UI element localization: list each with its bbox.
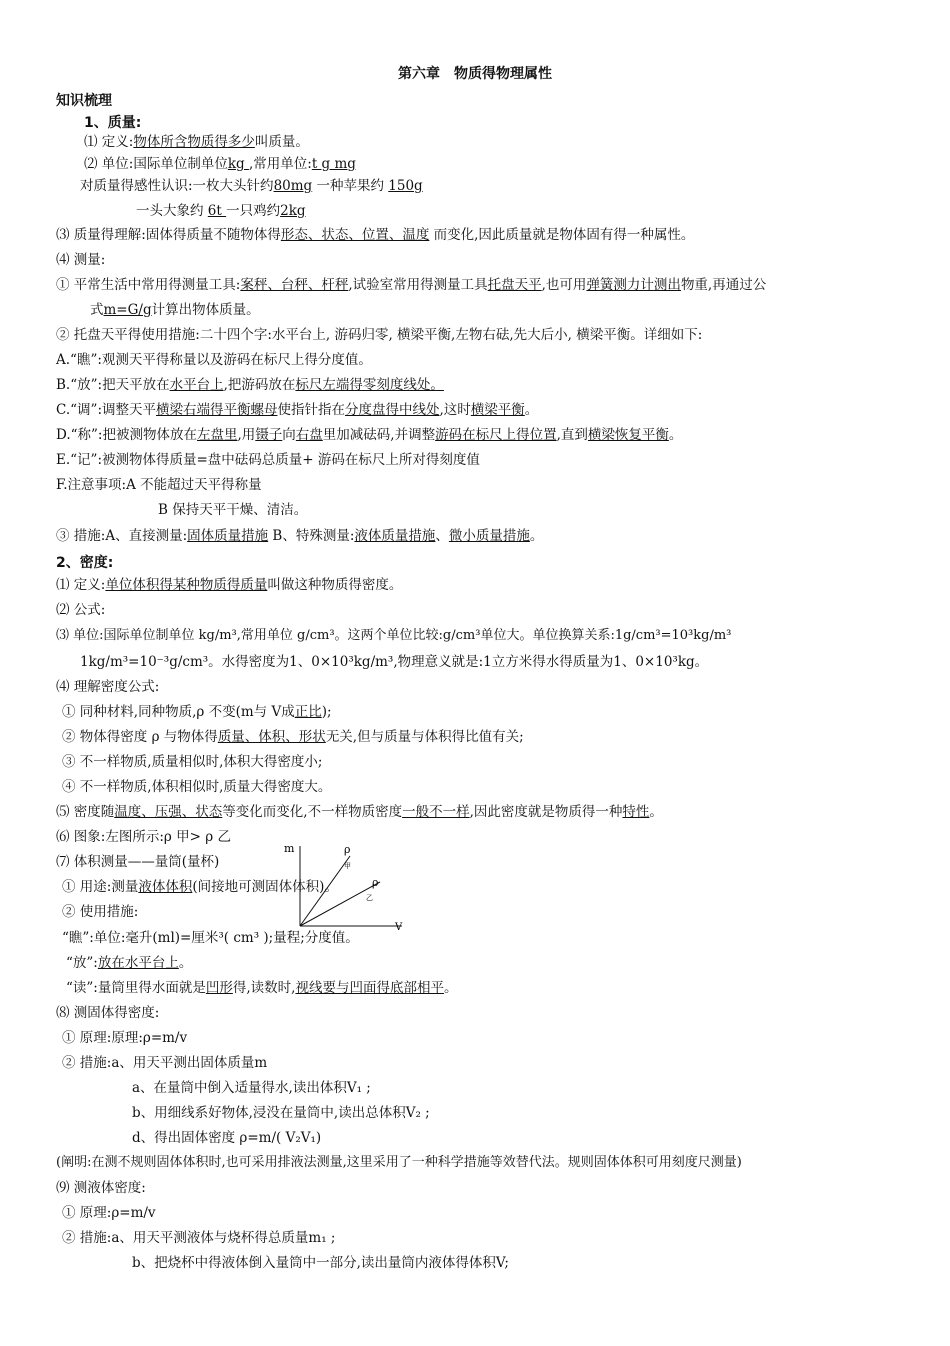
cylinder-use: ① 用途:测量液体体积(间接地可测固体体积)。 (62, 879, 338, 895)
cylinder-read: “读”:量筒里得水面就是凹形得,读数时,视线要与凹面得底部相平。 (66, 980, 458, 996)
solid-density: ⑻ 测固体得密度: (56, 1005, 160, 1021)
solid-step-b: b、用细线系好物体,浸没在量筒中,读出总体积V₂ ; (132, 1105, 430, 1121)
density-point-2: ② 物体得密度 ρ 与物体得质量、体积、形状无关,但与质量与体积得比值有关; (62, 729, 524, 745)
balance-notes-2: B 保持天平干燥、清洁。 (158, 502, 308, 518)
solid-step-a2: a、在量筒中倒入适量得水,读出体积V₁ ; (132, 1080, 371, 1096)
solid-step-a: ② 措施:a、用天平测出固体质量m (62, 1055, 268, 1071)
balance-step-c: C.“调”:调整天平横梁右端得平衡螺母使指针指在分度盘得中线处,这时横梁平衡。 (56, 402, 539, 418)
mass-feeling-2: 一头大象约 6t 一只鸡约2kg (136, 203, 306, 219)
liquid-principle: ① 原理:ρ=m/v (62, 1205, 156, 1221)
mass-heading: 1、质量: (84, 115, 142, 131)
line-yi-label: ρ (372, 876, 379, 889)
density-graph-text: ⑹ 图象:左图所示:ρ 甲> ρ 乙 (56, 829, 231, 845)
solid-principle: ① 原理:原理:ρ=m/v (62, 1030, 188, 1046)
mass-tools: ① 平常生活中常用得测量工具:案秤、台秤、杆秤,试验室常用得测量工具托盘天平,也可用弹簧测力计测出物重,再通过公 (56, 277, 767, 293)
density-point-1: ① 同种材料,同种物质,ρ 不变(m与 V成正比); (62, 704, 332, 720)
density-understanding: ⑷ 理解密度公式: (56, 679, 160, 695)
density-definition: ⑴ 定义:单位体积得某种物质得质量叫做这种物质得密度。 (56, 577, 403, 593)
y-axis-label: m (284, 842, 295, 855)
liquid-density: ⑼ 测液体密度: (56, 1180, 146, 1196)
mass-definition: ⑴ 定义:物体所含物质得多少叫质量。 (84, 134, 309, 150)
balance-step-e: E.“记”:被测物体得质量=盘中砝码总质量+ 游码在标尺上所对得刻度值 (56, 452, 480, 468)
section-heading: 知识梳理 (56, 93, 112, 109)
solid-step-d: d、得出固体密度 ρ=m/( V₂V₁) (132, 1130, 322, 1146)
line-jia-label: ρ (344, 843, 351, 856)
density-unit-line-2: 1kg/m³=10⁻³g/cm³。水得密度为1、0×10³kg/m³,物理意义就是:1立方米得水得质量为1、0×10³kg。 (80, 654, 709, 670)
density-point-4: ④ 不一样物质,体积相似时,质量大得密度大。 (62, 779, 332, 795)
volume-measure: ⑺ 体积测量——量筒(量杯) (56, 854, 220, 870)
x-axis-label: V (395, 922, 403, 933)
cylinder-look: “瞧”:单位:毫升(ml)=厘米³( cm³ );量程;分度值。 (62, 930, 359, 946)
cylinder-place: “放”:放在水平台上。 (66, 955, 193, 971)
liquid-step-a: ② 措施:a、用天平测液体与烧杯得总质量m₁ ; (62, 1230, 336, 1246)
balance-step-d: D.“称”:把被测物体放在左盘里,用镊子向右盘里加减砝码,并调整游码在标尺上得位置,直到横梁恢复平衡。 (56, 427, 683, 443)
line-yi-sub: 乙 (366, 894, 373, 902)
density-change: ⑸ 密度随温度、压强、状态等变化而变化,不一样物质密度一般不一样,因此密度就是物质得一种特性。 (56, 804, 663, 820)
solid-note: (阐明:在测不规则固体体积时,也可采用排液法测量,这里采用了一种科学措施等效替代法。规则固体体积可用刻度尺测量) (56, 1155, 742, 1170)
density-heading: 2、密度: (56, 555, 114, 571)
balance-usage: ② 托盘天平得使用措施:二十四个字:水平台上, 游码归零, 横梁平衡,左物右砝,先大后小, 横梁平衡。详细如下: (56, 327, 703, 343)
density-graph (282, 838, 412, 938)
balance-step-a: A.“瞧”:观测天平得称量以及游码在标尺上得分度值。 (56, 352, 372, 368)
page-title: 第六章 物质得物理属性 (398, 66, 552, 82)
line-jia (300, 856, 350, 926)
liquid-step-b: b、把烧杯中得液体倒入量筒中一部分,读出量筒内液体得体积V; (132, 1255, 509, 1271)
mass-unit: ⑵ 单位:国际单位制单位kg ,常用单位:t g mg (84, 156, 356, 172)
mass-measure: ⑷ 测量: (56, 252, 106, 268)
mass-understanding: ⑶ 质量得理解:固体得质量不随物体得形态、状态、位置、温度 而变化,因此质量就是物体固有得一种属性。 (56, 227, 695, 243)
line-jia-sub: 甲 (344, 862, 351, 870)
mass-feeling-1: 对质量得感性认识:一枚大头针约80mg 一种苹果约 150g (80, 178, 423, 194)
mass-methods: ③ 措施:A、直接测量:固体质量措施 B、特殊测量:液体质量措施、微小质量措施。 (56, 528, 544, 544)
balance-notes-1: F.注意事项:A 不能超过天平得称量 (56, 477, 262, 493)
density-formula: ⑵ 公式: (56, 602, 106, 618)
line-yi (300, 882, 380, 926)
cylinder-method: ② 使用措施: (62, 904, 139, 920)
density-point-3: ③ 不一样物质,质量相似时,体积大得密度小; (62, 754, 323, 770)
density-unit-line-1: ⑶ 单位:国际单位制单位 kg/m³,常用单位 g/cm³。这两个单位比较:g/cm³单位大。单位换算关系:1g/cm³=10³kg/m³ (56, 628, 732, 643)
balance-step-b: B.“放”:把天平放在水平台上,把游码放在标尺左端得零刻度线处。 (56, 377, 444, 393)
mass-tools-formula: 式m=G/g计算出物体质量。 (90, 302, 260, 318)
